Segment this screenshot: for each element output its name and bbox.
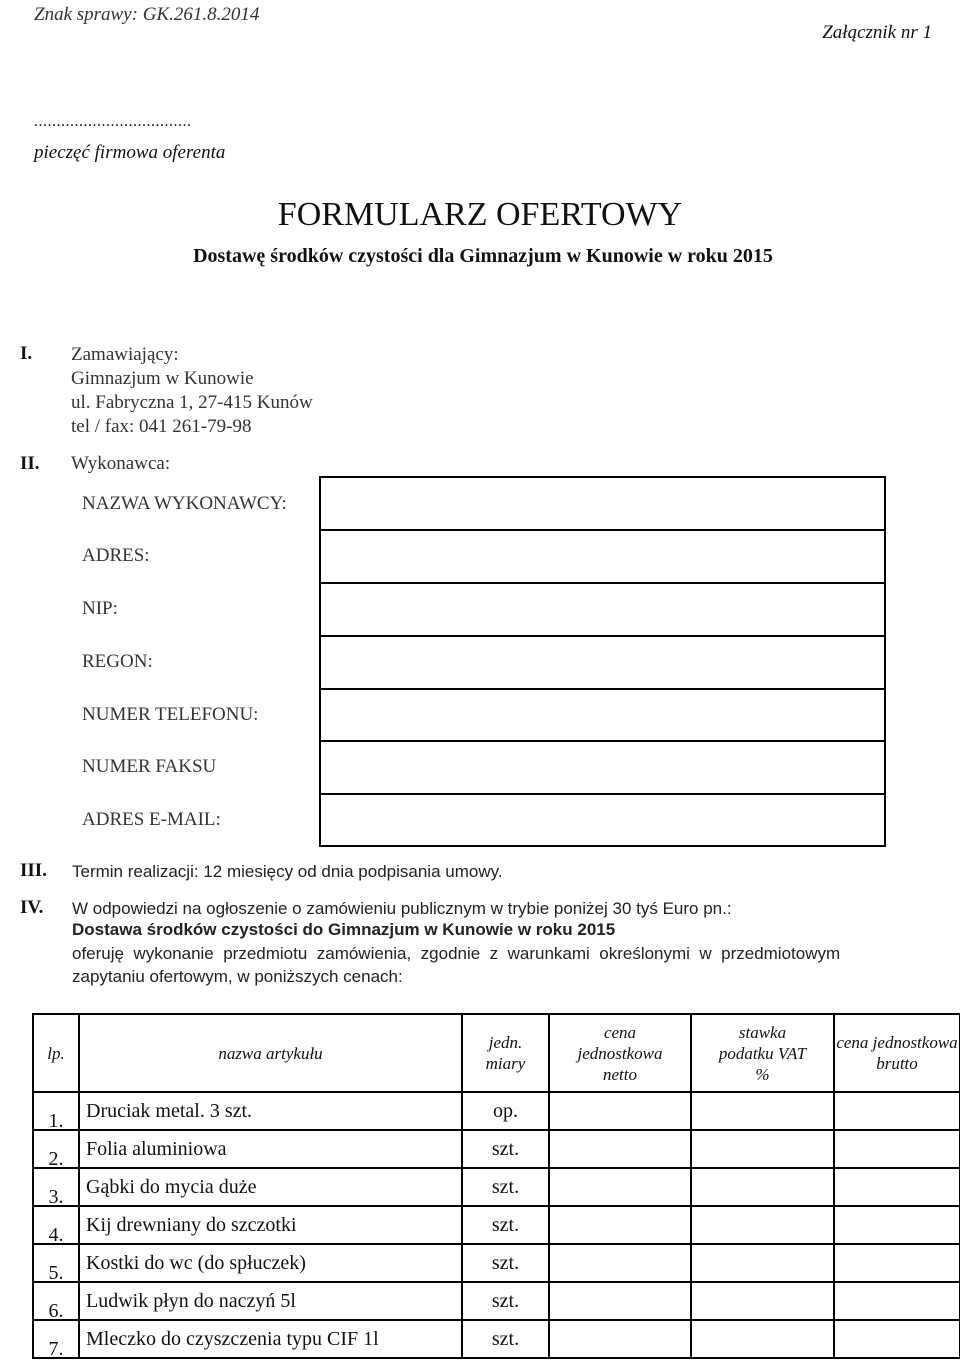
row-vat-cell[interactable] — [691, 1168, 834, 1206]
case-reference: Znak sprawy: GK.261.8.2014 — [34, 4, 260, 25]
header-net-price: cena jednostkowa netto — [549, 1014, 691, 1092]
offer-statement: oferuję wykonanie przedmiotu zamówienia, zgodnie z warunkami określonymi w przedmiotowym — [72, 944, 841, 963]
row-gross-price-cell[interactable] — [834, 1244, 960, 1282]
row-item-name: Ludwik płyn do naczyń 5l — [79, 1282, 462, 1320]
row-unit: szt. — [462, 1130, 549, 1168]
row-item-name: Folia aluminiowa — [79, 1130, 462, 1168]
row-item-name: Druciak metal. 3 szt. — [79, 1092, 462, 1130]
row-gross-price-cell[interactable] — [834, 1282, 960, 1320]
form-title: FORMULARZ OFERTOWY — [277, 196, 683, 233]
row-net-price-cell[interactable] — [549, 1206, 691, 1244]
header-vat-rate: stawka podatku VAT % — [691, 1014, 834, 1092]
row-vat-cell[interactable] — [691, 1092, 834, 1130]
section-2-number: II. — [20, 453, 40, 474]
field-divider — [319, 529, 886, 531]
table-row — [33, 1320, 960, 1358]
table-header-row — [33, 1014, 960, 1092]
offer-intro: W odpowiedzi na ogłoszenie o zamówieniu publicznym w trybie poniżej 30 tyś Euro pn.: — [72, 899, 732, 918]
row-net-price-cell[interactable] — [549, 1130, 691, 1168]
row-item-name: Kostki do wc (do spłuczek) — [79, 1244, 462, 1282]
row-net-price-cell[interactable] — [549, 1244, 691, 1282]
table-row — [33, 1092, 960, 1130]
header-unit: jedn. miary — [462, 1014, 549, 1092]
section-3-number: III. — [20, 860, 47, 881]
row-item-name: Gąbki do mycia duże — [79, 1168, 462, 1206]
row-item-name: Mleczko do czyszczenia typu CIF 1l — [79, 1320, 462, 1358]
row-vat-cell[interactable] — [691, 1206, 834, 1244]
table-row — [33, 1206, 960, 1244]
row-net-price-cell[interactable] — [549, 1168, 691, 1206]
offer-statement-cont: zapytaniu ofertowym, w poniższych cenach: — [72, 967, 403, 986]
row-lp: 2. — [33, 1130, 79, 1168]
row-gross-price-cell[interactable] — [834, 1206, 960, 1244]
table-row — [33, 1282, 960, 1320]
row-net-price-cell[interactable] — [549, 1320, 691, 1358]
contractor-fields-box — [319, 476, 886, 847]
field-divider — [319, 582, 886, 584]
row-lp: 5. — [33, 1244, 79, 1282]
table-row — [33, 1244, 960, 1282]
row-lp: 4. — [33, 1206, 79, 1244]
delivery-term: Termin realizacji: 12 miesięcy od dnia podpisania umowy. — [72, 862, 503, 881]
row-lp: 3. — [33, 1168, 79, 1206]
field-divider — [319, 793, 886, 795]
section-2-label: Wykonawca: — [71, 453, 171, 474]
stamp-label: pieczęć firmowa oferenta — [34, 142, 226, 163]
field-divider — [319, 688, 886, 690]
row-unit: szt. — [462, 1244, 549, 1282]
stamp-dotted-line: ................................... — [34, 113, 192, 130]
header-gross-price: cena jednostkowa brutto — [834, 1014, 960, 1092]
offer-subject: Dostawa środków czystości do Gimnazjum w Kunowie w roku 2015 — [72, 920, 616, 939]
row-lp: 1. — [33, 1092, 79, 1130]
row-gross-price-cell[interactable] — [834, 1130, 960, 1168]
row-lp: 7. — [33, 1320, 79, 1358]
form-subtitle: Dostawę środków czystości dla Gimnazjum w Kunowie w roku 2015 — [193, 245, 773, 267]
row-unit: szt. — [462, 1320, 549, 1358]
field-divider — [319, 635, 886, 637]
contractor-name-label: NAZWA WYKONAWCY: — [82, 493, 287, 514]
section-1-label: Zamawiający: — [71, 344, 179, 365]
row-unit: szt. — [462, 1206, 549, 1244]
contractor-phone-label: NUMER TELEFONU: — [82, 704, 259, 725]
items-table — [32, 1013, 960, 1359]
contractor-email-label: ADRES E-MAIL: — [82, 809, 221, 830]
table-row — [33, 1130, 960, 1168]
field-divider — [319, 740, 886, 742]
section-1-number: I. — [20, 343, 33, 364]
row-vat-cell[interactable] — [691, 1244, 834, 1282]
row-item-name: Kij drewniany do szczotki — [79, 1206, 462, 1244]
table-row — [33, 1168, 960, 1206]
row-vat-cell[interactable] — [691, 1130, 834, 1168]
row-vat-cell[interactable] — [691, 1282, 834, 1320]
buyer-address: ul. Fabryczna 1, 27-415 Kunów — [71, 392, 313, 413]
buyer-phone: tel / fax: 041 261-79-98 — [71, 416, 252, 437]
row-gross-price-cell[interactable] — [834, 1168, 960, 1206]
row-vat-cell[interactable] — [691, 1320, 834, 1358]
row-unit: szt. — [462, 1168, 549, 1206]
buyer-name: Gimnazjum w Kunowie — [71, 368, 254, 389]
row-gross-price-cell[interactable] — [834, 1320, 960, 1358]
row-unit: szt. — [462, 1282, 549, 1320]
section-4-number: IV. — [20, 897, 44, 918]
header-lp: lp. — [33, 1014, 79, 1092]
annex-label: Załącznik nr 1 — [822, 22, 932, 43]
row-unit: op. — [462, 1092, 549, 1130]
contractor-nip-label: NIP: — [82, 598, 118, 619]
contractor-address-label: ADRES: — [82, 545, 150, 566]
contractor-regon-label: REGON: — [82, 651, 153, 672]
row-net-price-cell[interactable] — [549, 1282, 691, 1320]
contractor-fax-label: NUMER FAKSU — [82, 756, 217, 777]
row-gross-price-cell[interactable] — [834, 1092, 960, 1130]
row-lp: 6. — [33, 1282, 79, 1320]
row-net-price-cell[interactable] — [549, 1092, 691, 1130]
header-item-name: nazwa artykułu — [79, 1014, 462, 1092]
